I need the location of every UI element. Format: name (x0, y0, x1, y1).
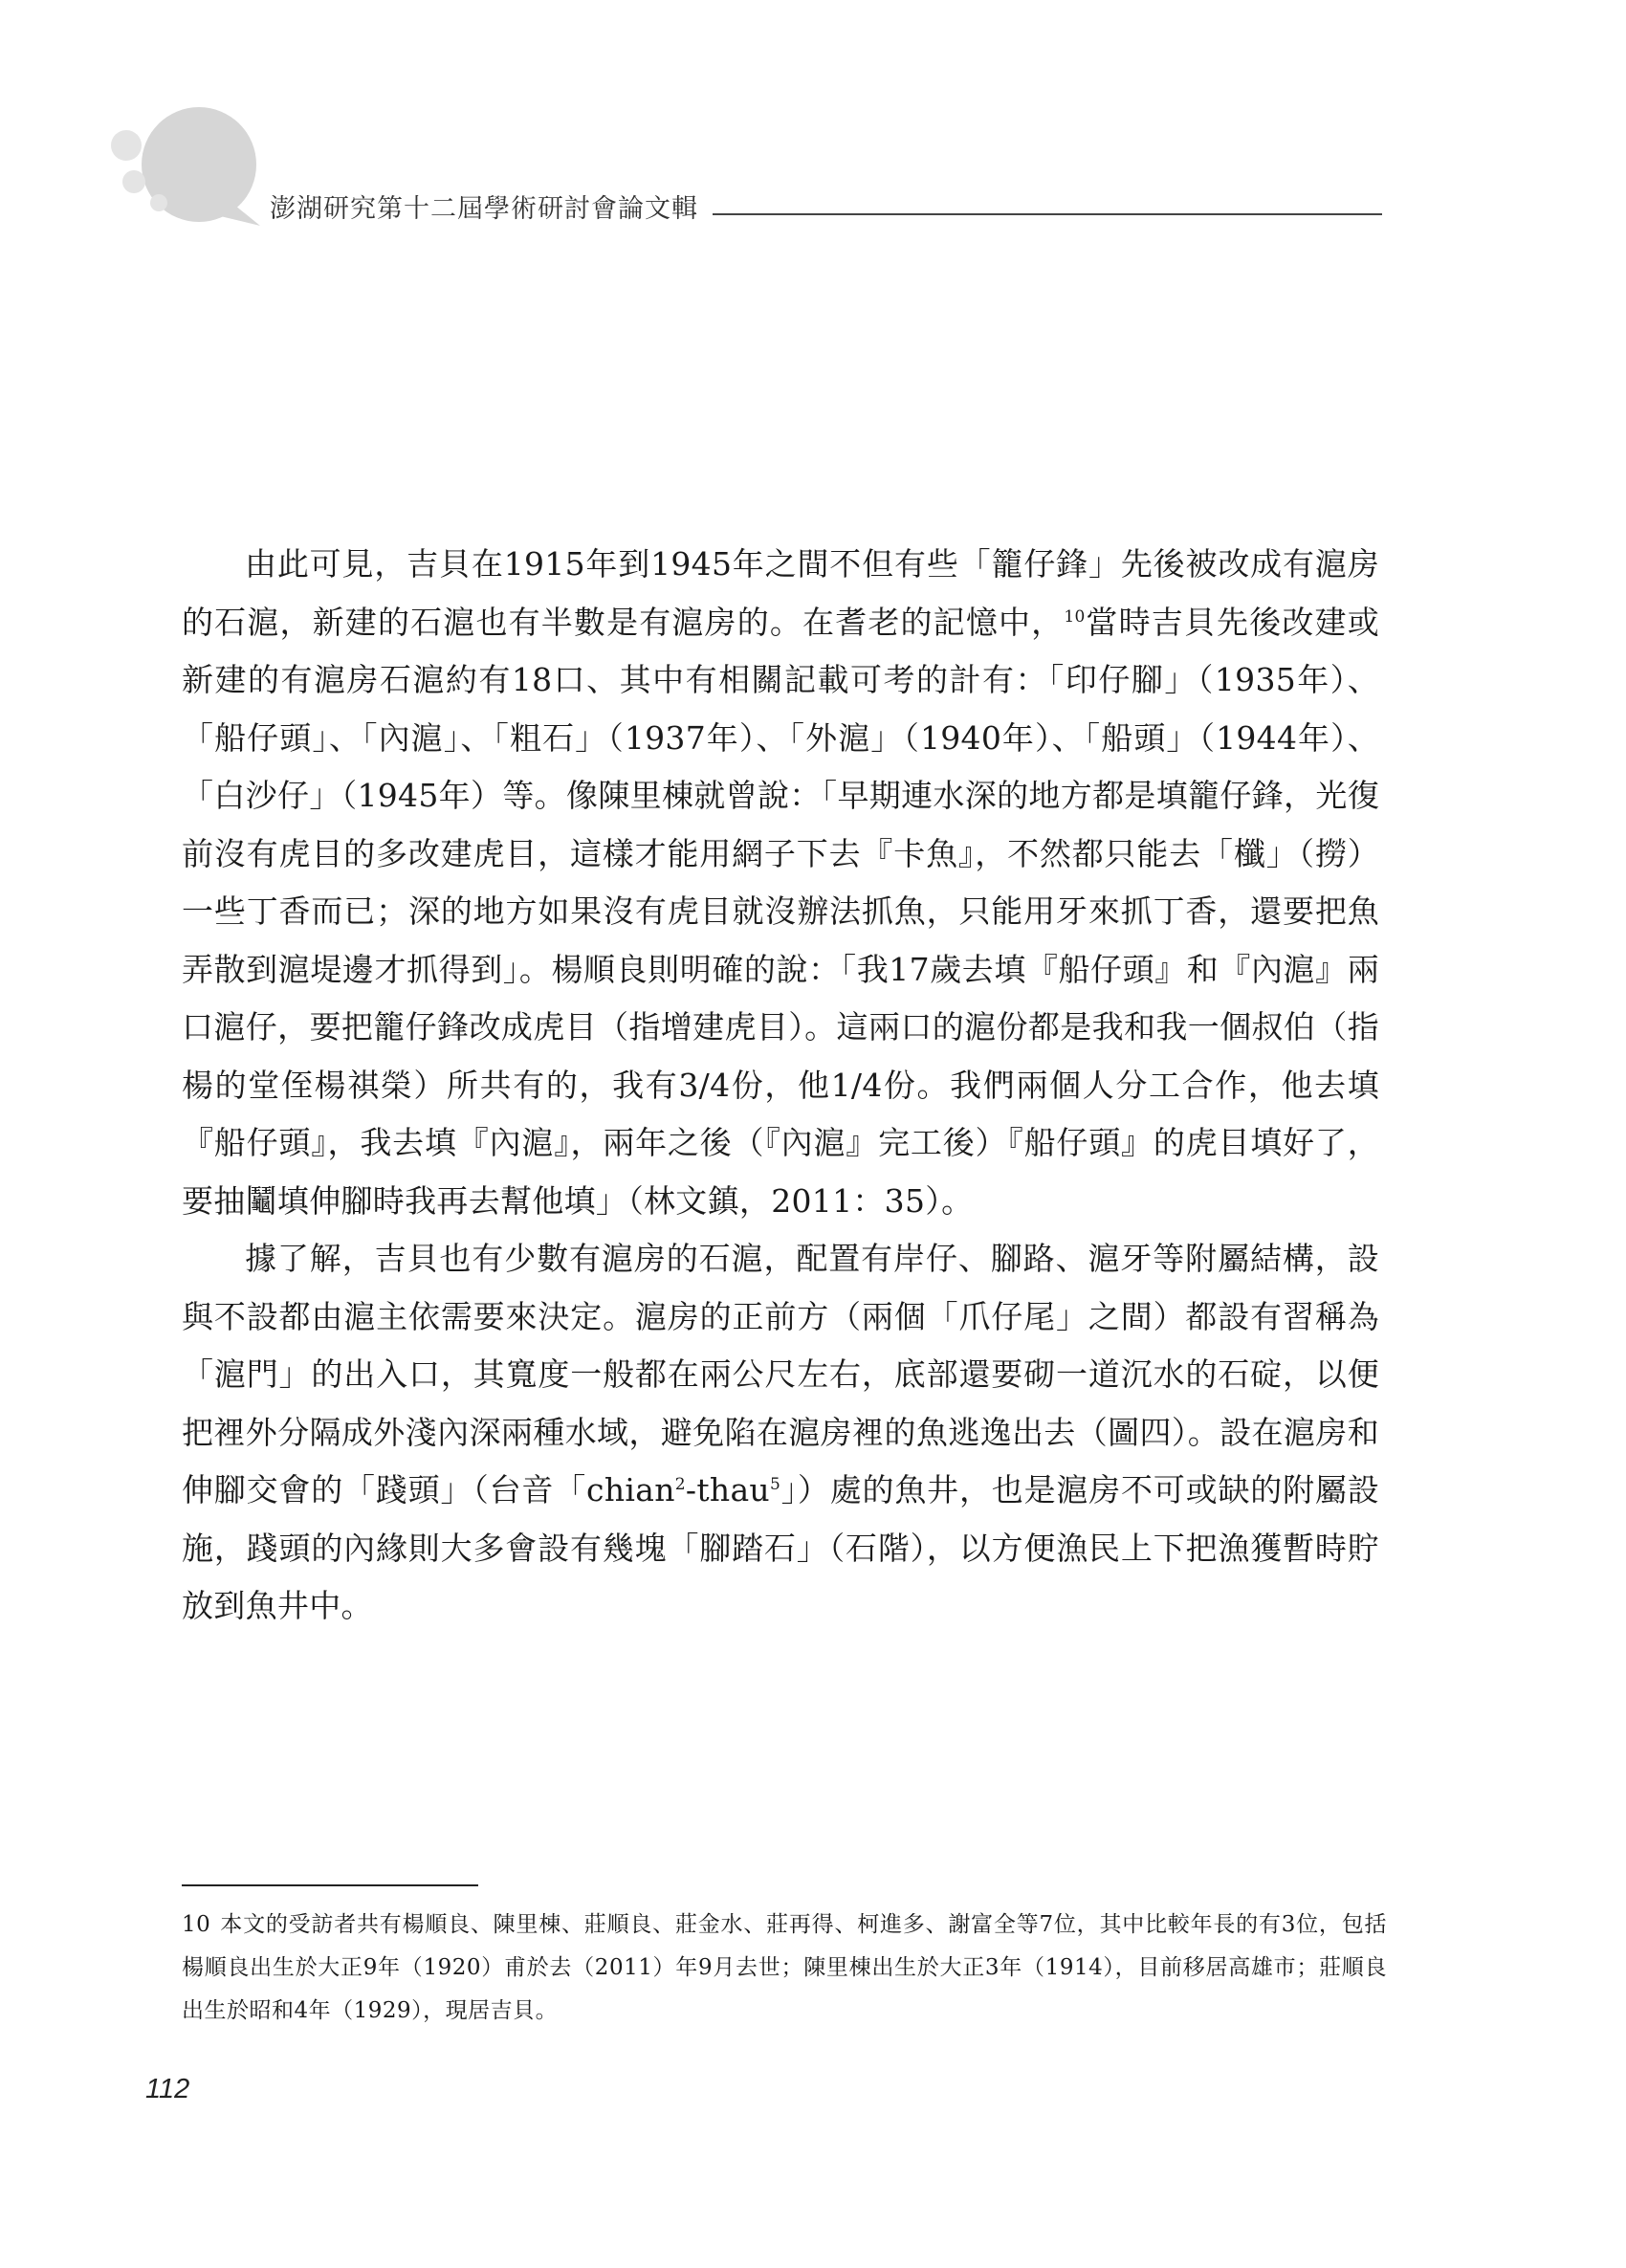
footnote-rule (182, 1884, 478, 1886)
paragraph-2: 據了解，吉貝也有少數有滬房的石滬，配置有岸仔、腳路、滬牙等附屬結構，設與不設都由滬主依需要來決定。滬房的正前方（兩個「爪仔尾」之間）都設有習稱為「滬門」的出入口，其寬度一般都在兩公尺左右，底部還要砌一道沉水的石碇，以便把裡外分隔成外淺內深兩種水域，避免陷在滬房裡的魚逃逸出去（圖四）。設在滬房和伸腳交會的「踐頭」（台音「chian$^2$-thau$^5$」）處的魚井，也是滬房不可或缺的附屬設施，踐頭的內緣則大多會設有幾塊「腳踏石」（石階），以方便漁民上下把漁獲暫時貯放到魚井中。 (182, 1240, 1380, 1624)
paragraph-1: 由此可見，吉貝在1915年到1945年之間不但有些「籠仔鋒」先後被改成有滬房的石滬，新建的石滬也有半數是有滬房的。在耆老的記憶中，$^{10}$當時吉貝先後改建或新建的有滬房石滬約有18口、其中有相關記載可考的計有：「印仔腳」（1935年）、「船仔頭」、「內滬」、「粗石」（1937年）、「外滬」（1940年）、「船頭」（1944年）、「白沙仔」（1945年）等。像陳里棟就曾說：「早期連水深的地方都是填籠仔鋒，光復前沒有虎目的多改建虎目，這樣才能用網子下去『卡魚』，不然都只能去「櫼」（撈）一些丁香而已；深的地方如果沒有虎目就沒辦法抓魚，只能用牙來抓丁香，還要把魚弄散到滬堤邊才抓得到」。楊順良則明確的說：「我17歲去填『船仔頭』和『內滬』兩口滬仔，要把籠仔鋒改成虎目（指增建虎目）。這兩口的滬份都是我和我一個叔伯（指楊的堂侄楊祺榮）所共有的，我有3/4份，他1/4份。我們兩個人分工合作，他去填『船仔頭』，我去填『內滬』，兩年之後（『內滬』完工後）『船仔頭』的虎目填好了，要抽鬮填伸腳時我再去幫他填」（林文鎮，2011：35）。 (182, 545, 1380, 1220)
page-number: 112 (145, 2074, 190, 2104)
footnote (182, 1904, 1387, 2033)
footnote-number: 10 (182, 1912, 211, 1937)
footnote-ref: 10 (1064, 606, 1086, 627)
header-rule (713, 213, 1382, 215)
speech-bubble-logo-icon (105, 107, 268, 227)
running-header: 澎湖研究第十二屆學術研討會論文輯 (270, 194, 698, 224)
footnote-text: 本文的受訪者共有楊順良、陳里棟、莊順良、莊金水、莊再得、柯進多、謝富全等7位，其中比較年長的有3位，包括楊順良出生於大正9年（1920）甫於去（2011）年9月去世；陳里棟出生於大正3年（1914），目前移居高雄市；莊順良出生於昭和4年（1929），現居吉貝。 (182, 1912, 1387, 2023)
body-text (182, 536, 1379, 1636)
